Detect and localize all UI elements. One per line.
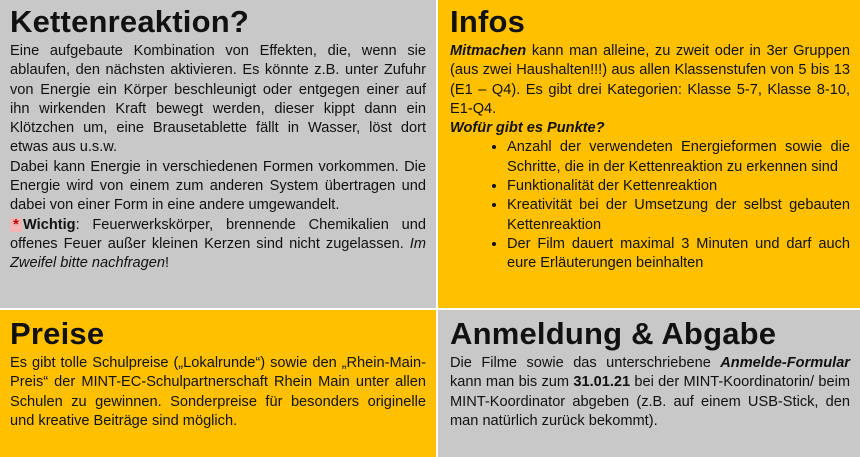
infos-title: Infos (450, 4, 526, 39)
mitmachen-text: kann man alleine, zu zweit oder in 3er Gruppen (aus zwei Haushalten!!!) aus allen Klassenstufen von 5 bis 13 (E1 – Q4). Es gibt drei Kategorien: Klasse 5-7, Klasse 8-10, E1-Q4. (450, 43, 850, 117)
preise-panel (0, 310, 436, 457)
deadline-date: 31.01.21 (573, 374, 631, 391)
kettenreaktion-title: Kettenreaktion? (10, 4, 249, 39)
warning-star-icon: * (10, 218, 22, 232)
warning-label: Wichtig (23, 216, 76, 233)
kettenreaktion-energy-text: Dabei kann Energie in verschiedenen Formen vorkommen. Die Energie wird von einem zum anderen System übertragen und dabei von einer Form in eine andere umgewandelt. (10, 158, 426, 214)
list-item: • Funktionalität der Kettenreaktion (507, 177, 850, 196)
list-item: • Der Film dauert maximal 3 Minuten und darf auch eure Erläuterungen beinhalten (507, 235, 850, 274)
anmeldung-text: Die Filme sowie das unterschriebene Anmelde-Formular kann man bis zum 31.01.21 bei der MINT-Koordinatorin/ beim MINT-Koordinator abgeben (z.B. auf einem USB-Stick, den man natürlich zurück bekommt). (450, 355, 851, 429)
list-item: • Kreativität bei der Umsetzung der selbst gebauten Kettenreaktion (507, 196, 850, 235)
warning-ask-note: Im Zweifel bitte nachfragen (10, 235, 426, 272)
list-item: • Anzahl der verwendeten Energieformen sowie die Schritte, die in der Kettenreaktion zu erkennen sind (507, 138, 850, 177)
points-heading: Wofür gibt es Punkte? (450, 120, 605, 137)
preise-title: Preise (10, 316, 105, 351)
infos-participation (450, 42, 850, 119)
mitmachen-label: Mitmachen (450, 43, 527, 59)
warning-exclamation: ! (164, 255, 170, 272)
anmeldung-title: Anmeldung & Abgabe (450, 316, 777, 351)
warning-text: : Feuerwerkskörper, brennende Chemikalien und offenes Feuer außer kleinen Kerzen sind nicht zugelassen. (10, 216, 426, 252)
scoring-criteria-list (450, 138, 850, 273)
safety-warning (10, 216, 426, 274)
form-label: Anmelde-Formular (720, 355, 850, 371)
infos-panel (438, 0, 860, 308)
preise-text: Es gibt tolle Schulpreise („Lokalrunde“) sowie den „Rhein-Main-Preis“ der MINT-EC-Schulpartnerschaft Rhein Main unter allen Schulen zu gewinnen. Sonderpreise für besonders originelle und kreative Beiträge sind möglich. (10, 355, 426, 429)
kettenreaktion-definition: Eine aufgebaute Kombination von Effekten, die, wenn sie ablaufen, den nächsten aktivieren. Es könnte z.B. unter Zufuhr von Energie ein Körper beschleunigt oder entgegen einer auf ihn wirkenden Kraft bewegt werden, dieser kippt dann ein Klötzchen um, eine Brausetablette fällt in Wasser, löst dort etwas aus u.s.w. (10, 43, 426, 156)
kettenreaktion-panel (0, 0, 436, 308)
anmeldung-panel (438, 310, 860, 457)
